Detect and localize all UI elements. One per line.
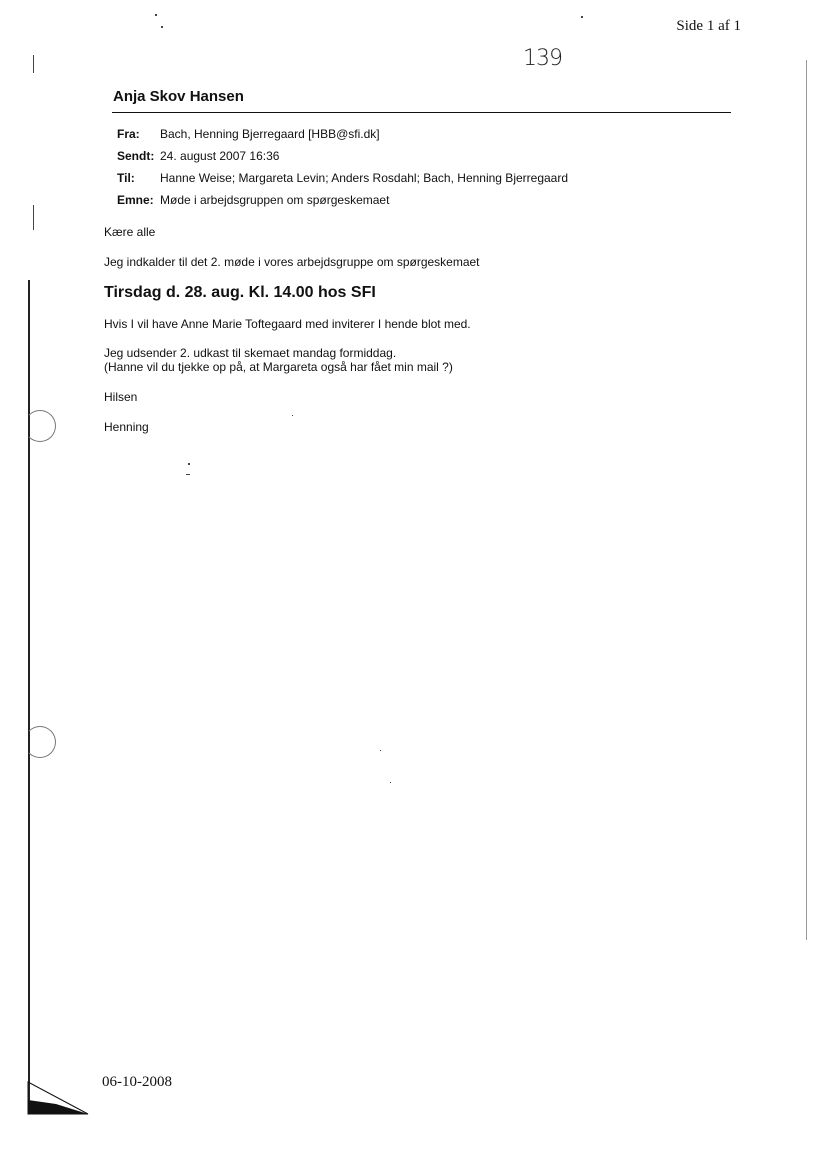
header-divider xyxy=(112,112,731,113)
handwritten-page-number: 139 xyxy=(523,46,562,71)
scan-mark xyxy=(33,55,34,73)
scan-speck xyxy=(161,26,163,28)
email-headers xyxy=(117,123,568,211)
punch-hole xyxy=(24,410,56,442)
header-label: Til: xyxy=(117,171,135,185)
page-number: Side 1 af 1 xyxy=(676,18,741,34)
header-label: Sendt: xyxy=(117,149,155,163)
signature: Henning xyxy=(104,420,149,434)
body-paragraph: Jeg udsender 2. udkast til skemaet mandag formiddag. xyxy=(104,346,397,360)
scan-corner-mark xyxy=(26,1078,90,1116)
scan-speck xyxy=(188,463,190,465)
punch-hole xyxy=(24,726,56,758)
body-paragraph: Jeg indkalder til det 2. møde i vores arbejdsgruppe om spørgeskemaet xyxy=(104,255,480,269)
scan-left-edge xyxy=(28,280,30,1110)
body-paragraph: Hvis I vil have Anne Marie Toftegaard med inviterer I hende blot med. xyxy=(104,317,471,331)
scan-speck xyxy=(380,750,381,751)
scan-right-edge xyxy=(806,60,807,940)
scan-speck xyxy=(581,16,583,18)
header-to xyxy=(117,167,568,189)
print-date: 06-10-2008 xyxy=(102,1074,172,1090)
body-paragraph: (Hanne vil du tjekke op på, at Margareta også har fået min mail ?) xyxy=(104,360,453,374)
scan-speck xyxy=(186,474,190,475)
scan-speck xyxy=(292,415,293,416)
header-subject xyxy=(117,189,568,211)
meeting-announcement: Tirsdag d. 28. aug. Kl. 14.00 hos SFI xyxy=(104,284,376,301)
header-value: Møde i arbejdsgruppen om spørgeskemaet xyxy=(160,193,390,207)
header-from xyxy=(117,123,568,145)
header-value: 24. august 2007 16:36 xyxy=(160,149,280,163)
closing: Hilsen xyxy=(104,390,138,404)
scan-mark xyxy=(33,205,34,230)
header-sent xyxy=(117,145,568,167)
header-label: Fra: xyxy=(117,127,140,141)
scan-speck xyxy=(390,782,391,783)
header-value: Hanne Weise; Margareta Levin; Anders Rosdahl; Bach, Henning Bjerregaard xyxy=(160,171,569,185)
scan-speck xyxy=(155,14,157,16)
mailbox-owner-name: Anja Skov Hansen xyxy=(113,88,244,105)
header-value: Bach, Henning Bjerregaard [HBB@sfi.dk] xyxy=(160,127,380,141)
header-label: Emne: xyxy=(117,193,154,207)
greeting: Kære alle xyxy=(104,225,156,239)
